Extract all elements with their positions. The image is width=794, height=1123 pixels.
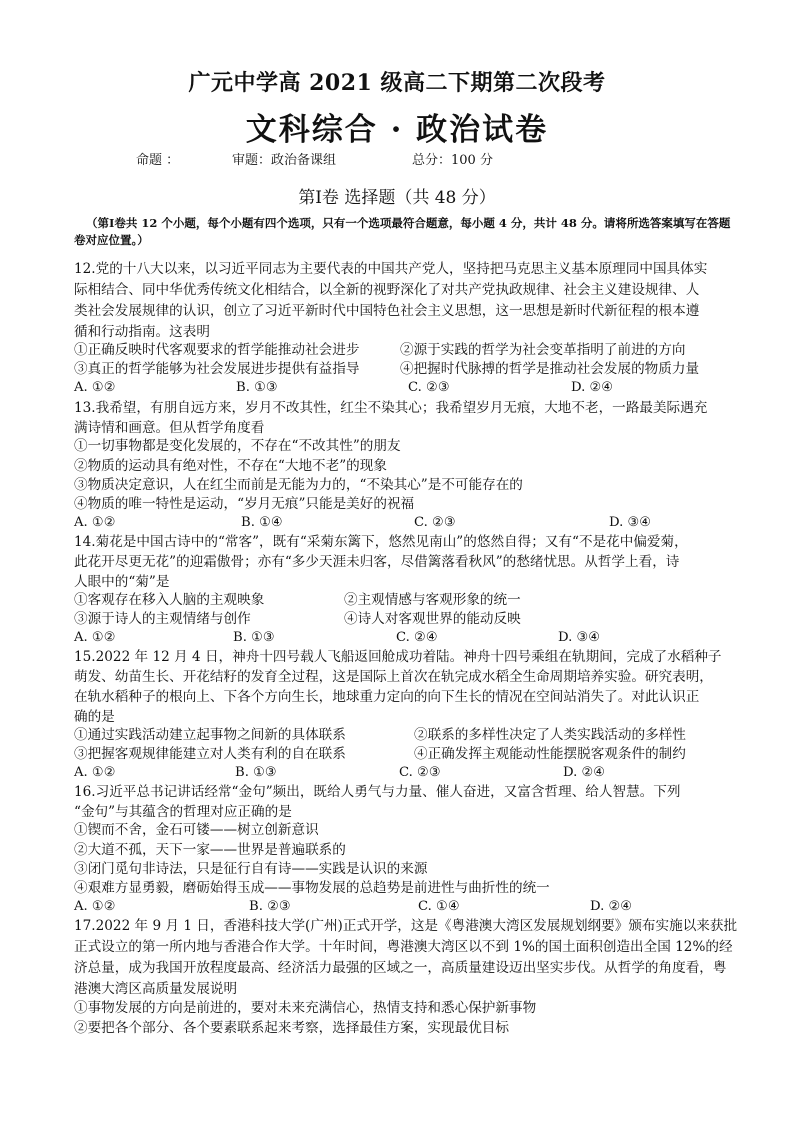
- section-instructions: （第Ⅰ卷共 12 个小题，每个小题有四个选项，只有一个选项最符合题意，每小题 4 分，共计 48 分。请将所选答案填写在答题卷对应位置。）: [74, 216, 731, 247]
- q15-choice-a: A. ①②: [74, 765, 116, 780]
- q13-choice-c: C. ②③: [414, 515, 456, 530]
- q12-stem-line4: 循和行动指南。这表明: [74, 324, 210, 340]
- q13-stem-line1: 13.我希望，有朋自远方来，岁月不改其性，红尘不染其心；我希望岁月无痕，大地不老，一路最美际遇充: [74, 400, 708, 416]
- q13-statement-2: ②物质的运动具有绝对性，不存在“大地不老”的现象: [74, 458, 387, 474]
- q12-choice-a: A. ①②: [74, 380, 116, 395]
- q15-choice-c: C. ②③: [399, 765, 441, 780]
- q13-statement-1: ①一切事物都是变化发展的，不存在“不改其性”的朋友: [74, 438, 401, 454]
- q13-statement-4: ④物质的唯一特性是运动，“岁月无痕”只能是美好的祝福: [74, 496, 415, 512]
- q14-choice-a: A. ①②: [74, 630, 116, 645]
- q17-stem-line3: 济总量，成为我国开放程度最高、经济活力最强的区域之一，高质量建设迈出坚实步伐。从哲学的角度看，粤: [74, 960, 727, 976]
- q17-statement-2: ②要把各个部分、各个要素联系起来考察，选择最佳方案，实现最优目标: [74, 1020, 509, 1036]
- q16-statement-2: ②大道不孤，天下一家——世界是普遍联系的: [74, 842, 346, 858]
- q16-statement-4: ④艰难方显勇毅，磨砺始得玉成——事物发展的总趋势是前进性与曲折性的统一: [74, 880, 550, 896]
- exam-subtitle: 文科综合 · 政治试卷: [245, 112, 549, 148]
- q15-stem-line3: 在轨水稻种子的根向上、下各个方向生长，地球重力定向的向下生长的情况在空间站消失了。对此认识正: [74, 689, 700, 705]
- q15-stem-line4: 确的是: [74, 709, 115, 725]
- q16-statement-1: ①锲而不舍，金石可镂——树立创新意识: [74, 822, 319, 838]
- q14-statement-2: ②主观情感与客观形象的统一: [344, 592, 521, 608]
- q15-statement-3: ③把握客观规律能建立对人类有利的自在联系: [74, 746, 346, 762]
- q14-statement-3: ③源于诗人的主观情绪与创作: [74, 611, 251, 627]
- q14-stem-line3: 人眼中的“菊”是: [74, 574, 170, 590]
- q14-stem-line2: 此花开尽更无花”的迎霜傲骨；亦有“多少天涯未归客，尽借篱落看秋风”的愁绪忧思。从哲学上看，诗: [74, 554, 680, 570]
- q16-stem-line2: “金句”与其蕴含的哲理对应正确的是: [74, 804, 292, 820]
- q16-choice-d: D. ②④: [590, 899, 633, 914]
- q12-stem-line1: 12.党的十八大以来，以习近平同志为主要代表的中国共产党人，坚持把马克思主义基本原理同中国具体实: [74, 261, 708, 277]
- q13-choice-a: A. ①②: [74, 515, 116, 530]
- q14-statement-4: ④诗人对客观世界的能动反映: [344, 611, 521, 627]
- q12-statement-1: ①正确反映时代客观要求的哲学能推动社会进步: [74, 342, 360, 358]
- q13-choice-b: B. ①④: [241, 515, 283, 530]
- q17-stem-line1: 17.2022 年 9 月 1 日，香港科技大学(广州)正式开学，这是《粤港澳大湾区发展规划纲要》颁布实施以来获批: [74, 918, 738, 934]
- q16-statement-3: ③闭门觅句非诗法，只是征行自有诗——实践是认识的来源: [74, 861, 428, 877]
- q12-statement-3: ③真正的哲学能够为社会发展进步提供有益指导: [74, 361, 360, 377]
- q14-statement-1: ①客观存在移入人脑的主观映象: [74, 592, 265, 608]
- q14-stem-line1: 14.菊花是中国古诗中的“常客”，既有“采菊东篱下，悠然见南山”的悠然自得；又有“不是花中偏爱菊，: [74, 534, 688, 550]
- q15-stem-line1: 15.2022 年 12 月 4 日，神舟十四号载人飞船返回舱成功着陆。神舟十四号乘组在轨期间，完成了水稻种子: [74, 649, 722, 665]
- meta-author: 命题 ：: [136, 153, 180, 168]
- q12-choice-b: B. ①③: [236, 380, 278, 395]
- q12-statement-4: ④把握时代脉搏的哲学是推动社会发展的物质力量: [400, 361, 700, 377]
- q15-statement-4: ④正确发挥主观能动性能摆脱客观条件的制约: [414, 746, 686, 762]
- section-title: 第Ⅰ卷 选择题（共 48 分）: [298, 188, 496, 208]
- q15-stem-line2: 萌发、幼苗生长、开花结籽的发育全过程，这是国际上首次在轨完成水稻全生命周期培养实验。研究表明，: [74, 669, 713, 685]
- q14-choice-d: D. ③④: [558, 630, 601, 645]
- q16-stem-line1: 16.习近平总书记讲话经常“金句”频出，既给人勇气与力量、催人奋进，又富含哲理、给人智慧。下列: [74, 784, 681, 800]
- q15-choice-b: B. ①③: [235, 765, 277, 780]
- q12-stem-line3: 类社会发展规律的认识，创立了习近平新时代中国特色社会主义思想，这一思想是新时代新征程的根本遵: [74, 303, 700, 319]
- q15-statement-1: ①通过实践活动建立起事物之间新的具体联系: [74, 727, 346, 743]
- q12-choice-c: C. ②③: [408, 380, 450, 395]
- q12-stem-line2: 际相结合、同中华优秀传统文化相结合，以全新的视野深化了对共产党执政规律、社会主义建设规律、人: [74, 282, 700, 298]
- q16-choice-a: A. ①②: [74, 899, 116, 914]
- q15-statement-2: ②联系的多样性决定了人类实践活动的多样性: [414, 727, 686, 743]
- q16-choice-c: C. ①④: [418, 899, 460, 914]
- q17-stem-line2: 正式设立的第一所内地与香港合作大学。十年时间，粤港澳大湾区以不到 1%的国土面积创造出全国 12%的经: [74, 939, 733, 955]
- q16-choice-b: B. ②③: [249, 899, 291, 914]
- q14-choice-c: C. ②④: [396, 630, 438, 645]
- q17-stem-line4: 港澳大湾区高质量发展说明: [74, 981, 238, 997]
- q13-statement-3: ③物质决定意识，人在红尘而前是无能为力的，“不染其心”是不可能存在的: [74, 477, 523, 493]
- q12-choice-d: D. ②④: [571, 380, 614, 395]
- q15-choice-d: D. ②④: [563, 765, 606, 780]
- q14-choice-b: B. ①③: [233, 630, 275, 645]
- q13-stem-line2: 满诗情和画意。但从哲学角度看: [74, 420, 265, 436]
- q13-choice-d: D. ③④: [609, 515, 652, 530]
- meta-total: 总分：100 分: [412, 153, 493, 168]
- q17-statement-1: ①事物发展的方向是前进的，要对未来充满信心，热情支持和悉心保护新事物: [74, 1000, 537, 1016]
- exam-title: 广元中学高 2021 级高二下期第二次段考: [188, 70, 606, 96]
- meta-review: 审题：政治备课组: [232, 153, 337, 168]
- q12-statement-2: ②源于实践的哲学为社会变革指明了前进的方向: [400, 342, 686, 358]
